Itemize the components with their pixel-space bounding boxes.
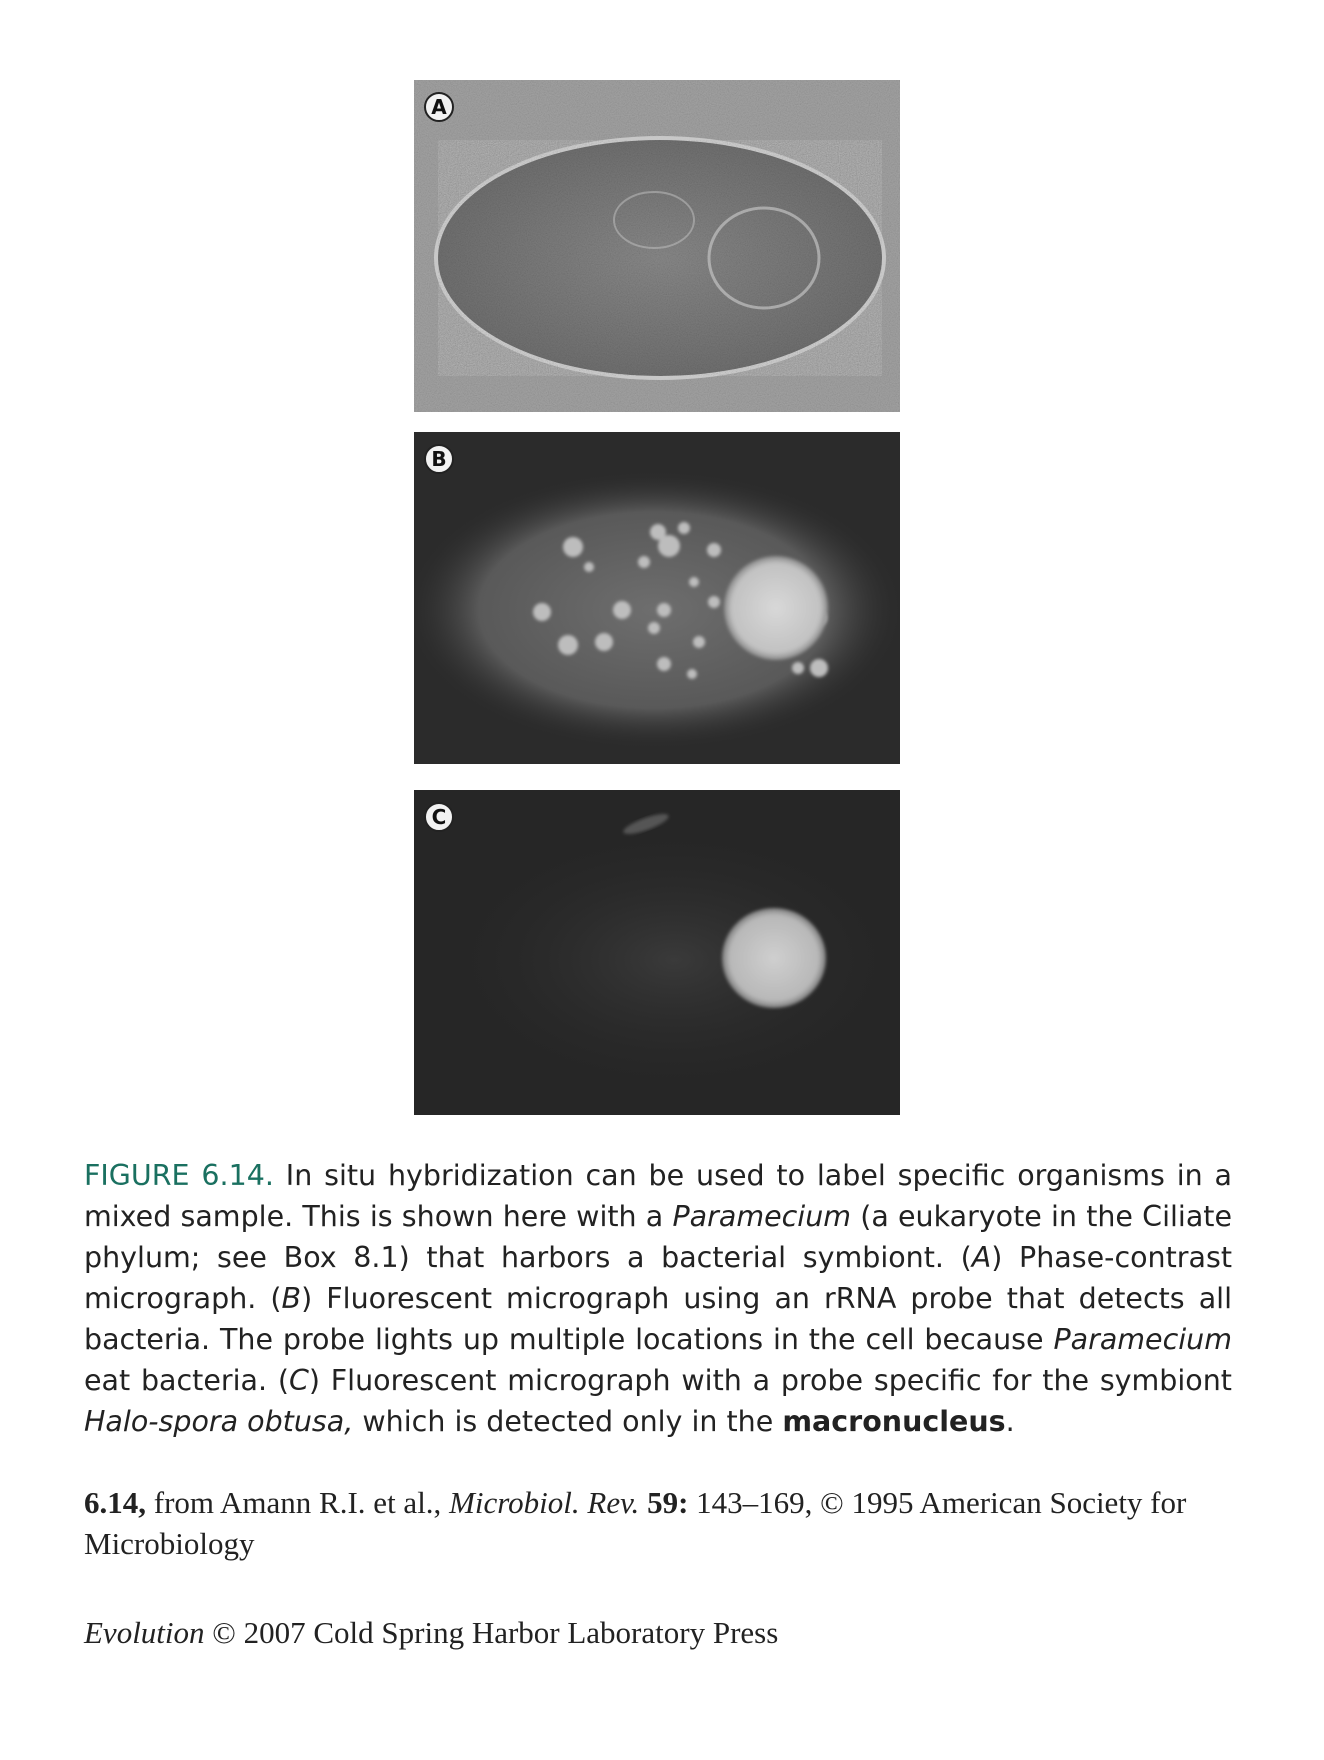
figure-caption	[84, 1155, 1232, 1442]
phase-contrast-image	[414, 80, 900, 412]
caption-text: which is detected only in the	[353, 1405, 783, 1438]
caption-italic: C	[288, 1364, 309, 1397]
micrograph-panel-a	[414, 80, 900, 412]
caption-italic: Paramecium	[1053, 1323, 1232, 1356]
footer-italic: Evolution	[84, 1615, 205, 1650]
caption-text: eat bacteria. (	[84, 1364, 289, 1397]
credit-text	[639, 1485, 647, 1520]
figure-label: FIGURE 6.14.	[84, 1159, 274, 1192]
caption-italic: Paramecium	[672, 1200, 852, 1233]
caption-text: (a eukaryote in the Ciliate phylum; see Box 8.1) that harbors a bacterial symbiont. (	[84, 1200, 1233, 1274]
caption-text: .	[1005, 1405, 1015, 1438]
caption-italic: A	[971, 1241, 992, 1274]
caption-italic: Halo-spora obtusa,	[84, 1405, 354, 1438]
fluorescence-image-b	[414, 432, 900, 764]
figure-credit	[84, 1482, 1232, 1564]
caption-bold: macronucleus	[782, 1405, 1006, 1438]
credit-text: from Amann R.I. et al.,	[146, 1485, 450, 1520]
panel-label-c: C	[424, 802, 454, 832]
publisher-footer	[84, 1612, 1232, 1653]
fluorescence-image-c	[414, 790, 900, 1115]
panel-label-a: A	[424, 92, 454, 122]
credit-bold: 59:	[647, 1485, 689, 1520]
caption-text: ) Phase-contrast micrograph. (	[84, 1241, 1232, 1315]
caption-italic: B	[281, 1282, 302, 1315]
credit-italic: Microbiol. Rev.	[449, 1485, 640, 1520]
credit-text: 143–169, © 1995 American Society for Microbiology	[84, 1485, 1187, 1561]
caption-text: ) Fluorescent micrograph with a probe specific for the symbiont	[308, 1364, 1232, 1397]
caption-text: ) Fluorescent micrograph using an rRNA probe that detects all bacteria. The probe lights up multiple locations in the cell because	[84, 1282, 1233, 1356]
caption-text: In situ hybridization can be used to label specific organisms in a mixed sample. This is shown here with a	[84, 1159, 1232, 1233]
footer-text: © 2007 Cold Spring Harbor Laboratory Press	[204, 1615, 779, 1650]
panel-label-b: B	[424, 444, 454, 474]
credit-bold: 6.14,	[84, 1485, 146, 1520]
micrograph-panel-c	[414, 790, 900, 1115]
micrograph-panel-b	[414, 432, 900, 764]
